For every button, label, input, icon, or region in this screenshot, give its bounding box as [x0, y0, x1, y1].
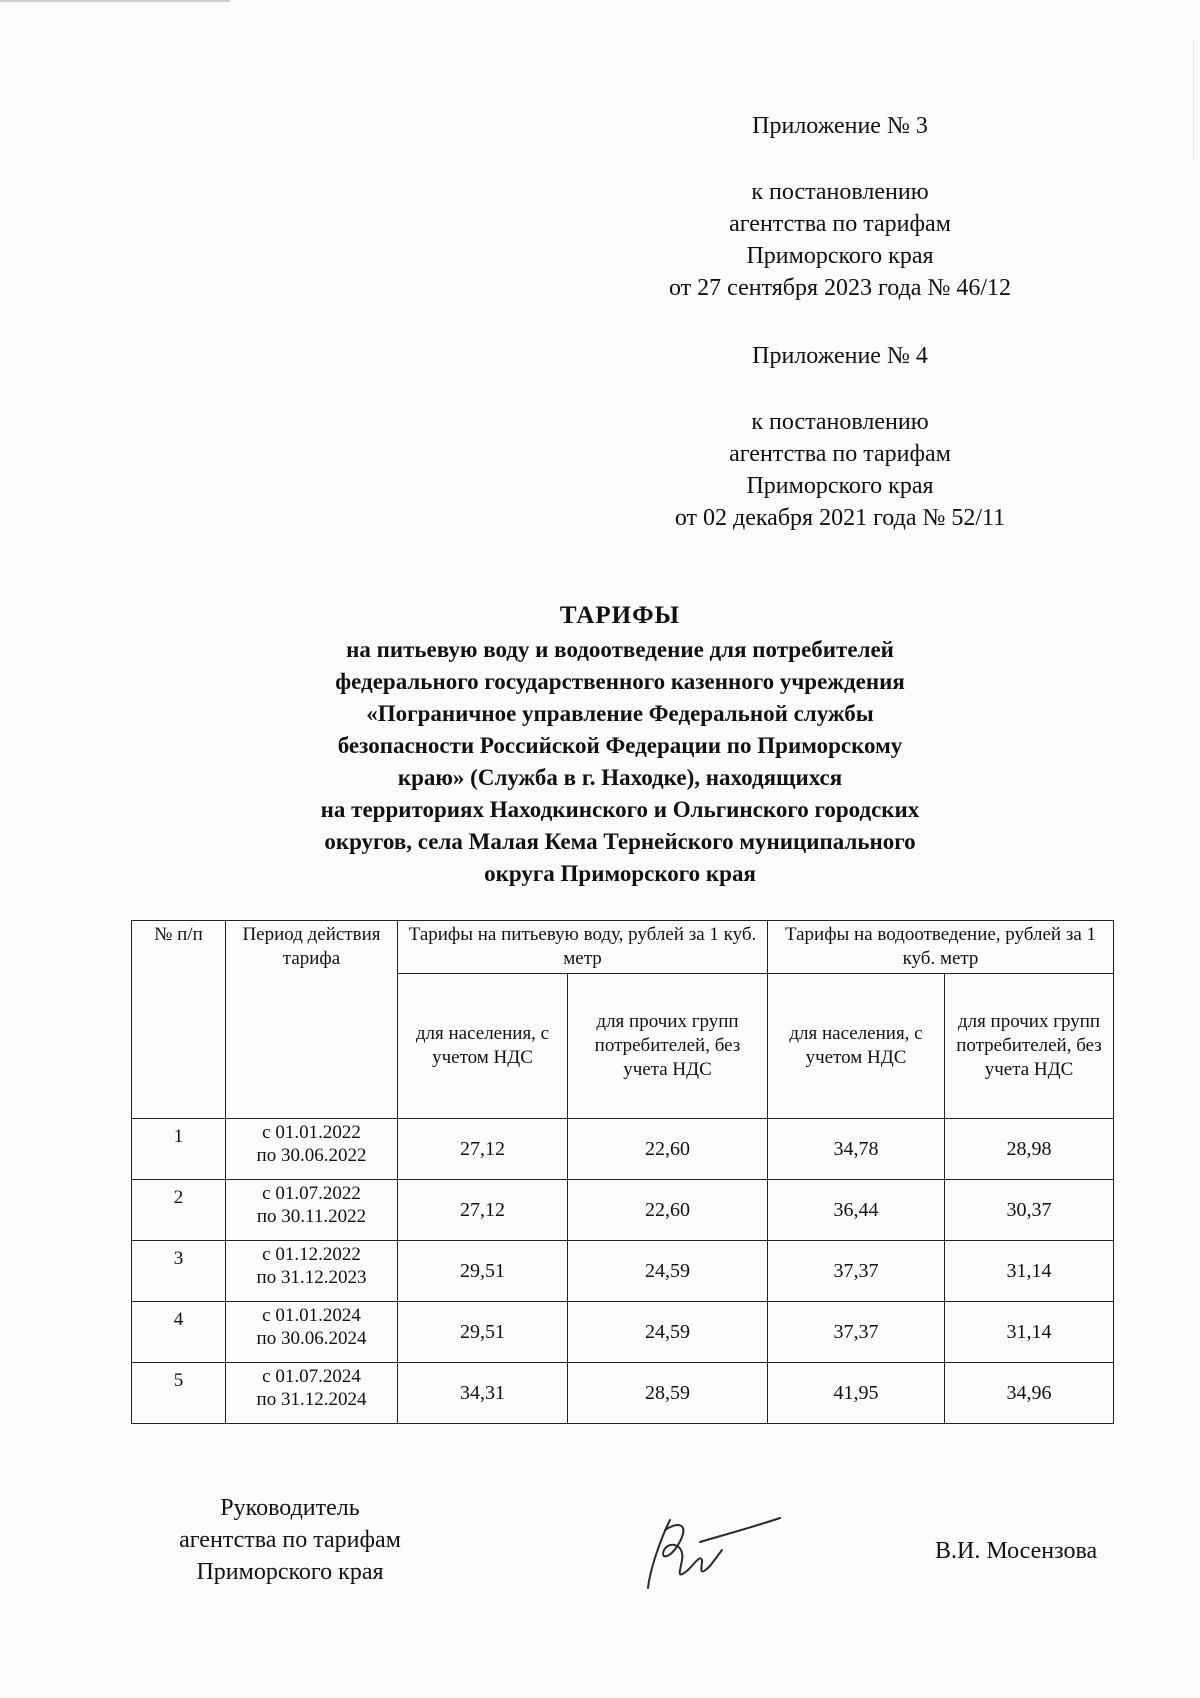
- cell-num: 4: [132, 1302, 226, 1363]
- cell-sewer-other: 28,98: [945, 1119, 1114, 1180]
- cell-sewer-population: 36,44: [768, 1180, 945, 1241]
- cell-period: [226, 1241, 398, 1302]
- period-from: с 01.01.2024: [262, 1305, 361, 1326]
- period-to: по 31.12.2023: [256, 1267, 367, 1288]
- period-to: по 30.06.2024: [256, 1328, 367, 1349]
- title-line: безопасности Российской Федерации по Приморскому: [337, 733, 903, 758]
- scan-edge-mark: [0, 0, 230, 2]
- cell-water-population: 27,12: [398, 1180, 568, 1241]
- cell-sewer-population: 34,78: [768, 1119, 945, 1180]
- appendix-4-header: [640, 340, 1040, 534]
- appendix-3-date: от 27 сентября 2023 года № 46/12: [668, 275, 1012, 301]
- cell-water-population: 34,31: [398, 1363, 568, 1424]
- handwritten-signature-icon: [630, 1500, 790, 1600]
- table-header-row: [132, 921, 1114, 974]
- appendix-4-line: к постановлению: [751, 409, 929, 435]
- cell-num: 1: [132, 1119, 226, 1180]
- cell-sewer-population: 37,37: [768, 1302, 945, 1363]
- cell-num: 2: [132, 1180, 226, 1241]
- header-sewer-group: Тарифы на водоотведение, рублей за 1 куб. метр: [768, 921, 1114, 974]
- header-num: № п/п: [132, 921, 226, 1119]
- cell-period: [226, 1119, 398, 1180]
- title-line: округов, села Малая Кема Тернейского муниципального: [324, 829, 916, 854]
- cell-water-other: 28,59: [568, 1363, 768, 1424]
- title-line: федерального государственного казенного учреждения: [335, 669, 905, 694]
- signer-title-line: Приморского края: [196, 1559, 384, 1585]
- cell-period: [226, 1302, 398, 1363]
- cell-sewer-other: 30,37: [945, 1180, 1114, 1241]
- signer-title-line: Руководитель: [220, 1495, 360, 1521]
- period-to: по 31.12.2024: [256, 1389, 367, 1410]
- period-from: с 01.01.2022: [262, 1122, 361, 1143]
- appendix-3-number: Приложение № 3: [752, 113, 928, 139]
- appendix-3-header: [640, 110, 1040, 304]
- header-water-population: для населения, с учетом НДС: [398, 974, 568, 1119]
- signer-title-line: агентства по тарифам: [179, 1527, 401, 1553]
- cell-num: 3: [132, 1241, 226, 1302]
- title-heading: ТАРИФЫ: [559, 602, 681, 629]
- signer-title: [150, 1492, 430, 1588]
- cell-num: 5: [132, 1363, 226, 1424]
- title-line: на территориях Находкинского и Ольгинского городских: [320, 797, 920, 822]
- table-row: [132, 1363, 1114, 1424]
- signer-name: В.И. Мосензова: [935, 1538, 1098, 1564]
- cell-period: [226, 1363, 398, 1424]
- header-sewer-population: для населения, с учетом НДС: [768, 974, 945, 1119]
- table-row: [132, 1119, 1114, 1180]
- appendix-3-line: агентства по тарифам: [729, 211, 951, 237]
- title-line: округа Приморского края: [484, 861, 756, 886]
- table-row: [132, 1241, 1114, 1302]
- cell-sewer-other: 31,14: [945, 1241, 1114, 1302]
- appendix-4-line: агентства по тарифам: [729, 441, 951, 467]
- header-water-other: для прочих групп потребителей, без учета НДС: [568, 974, 768, 1119]
- appendix-4-line: Приморского края: [746, 473, 934, 499]
- period-to: по 30.11.2022: [256, 1206, 367, 1227]
- cell-water-population: 29,51: [398, 1302, 568, 1363]
- period-to: по 30.06.2022: [256, 1145, 367, 1166]
- appendix-3-line: к постановлению: [751, 179, 929, 205]
- cell-sewer-other: 31,14: [945, 1302, 1114, 1363]
- header-period: Период действия тарифа: [226, 921, 398, 1119]
- cell-water-population: 27,12: [398, 1119, 568, 1180]
- cell-water-other: 22,60: [568, 1180, 768, 1241]
- table-row: [132, 1302, 1114, 1363]
- header-water-group: Тарифы на питьевую воду, рублей за 1 куб. метр: [398, 921, 768, 974]
- title-line: «Пограничное управление Федеральной службы: [366, 701, 874, 726]
- table-row: [132, 1180, 1114, 1241]
- title-line: на питьевую воду и водоотведение для потребителей: [346, 637, 894, 662]
- cell-water-other: 24,59: [568, 1302, 768, 1363]
- period-from: с 01.07.2024: [262, 1366, 361, 1387]
- scan-edge-mark-right: [1193, 40, 1194, 160]
- cell-sewer-population: 37,37: [768, 1241, 945, 1302]
- appendix-3-line: Приморского края: [746, 243, 934, 269]
- period-from: с 01.07.2022: [262, 1183, 361, 1204]
- period-from: с 01.12.2022: [262, 1244, 361, 1265]
- cell-sewer-other: 34,96: [945, 1363, 1114, 1424]
- title-line: краю» (Служба в г. Находке), находящихся: [397, 765, 843, 790]
- tariff-table: [131, 920, 1114, 1424]
- cell-period: [226, 1180, 398, 1241]
- cell-water-population: 29,51: [398, 1241, 568, 1302]
- appendix-4-number: Приложение № 4: [752, 343, 928, 369]
- cell-sewer-population: 41,95: [768, 1363, 945, 1424]
- header-sewer-other: для прочих групп потребителей, без учета НДС: [945, 974, 1114, 1119]
- cell-water-other: 22,60: [568, 1119, 768, 1180]
- appendix-4-date: от 02 декабря 2021 года № 52/11: [674, 505, 1006, 531]
- cell-water-other: 24,59: [568, 1241, 768, 1302]
- document-title: [240, 598, 1000, 890]
